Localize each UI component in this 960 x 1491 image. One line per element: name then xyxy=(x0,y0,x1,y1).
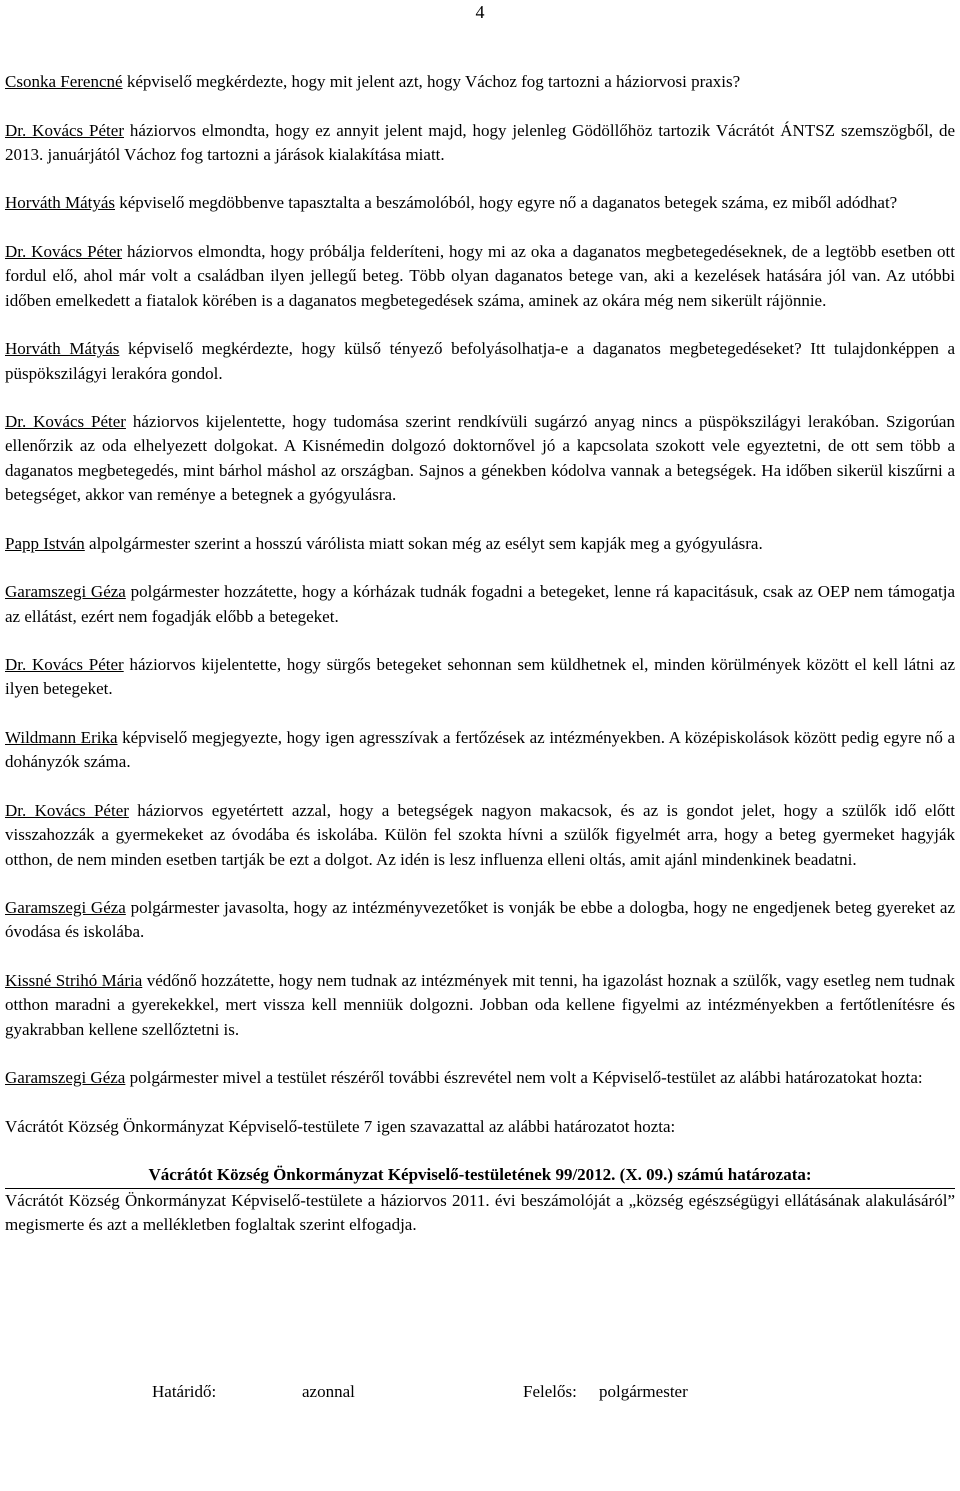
paragraph-2 xyxy=(5,119,955,168)
paragraph-5 xyxy=(5,337,955,386)
speaker-name: Dr. Kovács Péter xyxy=(5,800,129,820)
paragraph-text: háziorvos kijelentette, hogy sürgős betegeket sehonnan sem küldhetnek el, minden körülmények között el kell látni az ilyen betegeket. xyxy=(5,655,955,699)
paragraph-text: alpolgármester szerint a hosszú várólista miatt sokan még az esélyt sem kapják meg a gyógyulásra. xyxy=(84,533,763,553)
speaker-name: Dr. Kovács Péter xyxy=(5,655,124,675)
paragraph-text: képviselő megkérdezte, hogy mit jelent azt, hogy Váchoz fog tartozni a háziorvosi praxis? xyxy=(122,72,741,91)
paragraph-text: háziorvos elmondta, hogy ez annyit jelent majd, hogy jelenleg Gödöllőhöz tartozik Vácrátót ÁNTSZ szemszögből, de 2013. januárjától Váchoz fog tartozni a járások kialakítása miatt. xyxy=(5,120,955,164)
paragraph-text: polgármester javasolta, hogy az intézményvezetőket is vonják be ebbe a dologba, hogy ne engedjenek beteg gyereket az óvodása és iskolába. xyxy=(5,898,955,942)
paragraph-9 xyxy=(5,653,955,702)
paragraph-1 xyxy=(5,70,955,94)
resolution-text: Vácrátót Község Önkormányzat Képviselő-testülete a háziorvos 2011. évi beszámolóját a „község egészségügyi ellátásának alakulásáról” megismerte és azt a mellékletben foglaltak szerint elfogadja. xyxy=(5,1191,955,1235)
paragraph-text: képviselő megkérdezte, hogy külső tényező befolyásolhatja-e a daganatos megbetegedéseket? Itt tulajdonképpen a püspökszilágyi lerakóra gondol. xyxy=(5,339,955,383)
paragraph-text: képviselő megjegyezte, hogy igen agresszívak a fertőzések az intézményekben. A középiskolások között pedig egyre nő a dohányzók száma. xyxy=(5,728,955,772)
speaker-name: Dr. Kovács Péter xyxy=(5,412,126,432)
paragraph-text: háziorvos elmondta, hogy próbálja felderíteni, hogy mi az oka a daganatos megbetegedéseknek, de a legtöbb esetben ott fordul elő, ahol már volt a családban ilyen jellegű beteg. Több olyan daganatos betege van, aki a kezelések hatására jól van. Az utóbbi időben emelkedett a fiatalok körében is a daganatos megbetegedések száma, aminek az okára még nem sikerült rájönnie. xyxy=(5,242,955,310)
paragraph-text: háziorvos kijelentette, hogy tudomása szerint rendkívüli sugárzó anyag nincs a püspökszilágyi lerakóban. Szigorúan ellenőrzik az oda elhelyezett dolgokat. A Kisnémedin dolgozó doktornővel jó a kapcsolata szokott vele egyeztetni, de ott sem több a daganatos megbetegedés, mint bárhol máshol az országban. Sajnos a génekben kódolva vannak a betegségek. Ha időben sikerül kiszűrni a betegséget, akkor van reménye a betegnek a gyógyulásra. xyxy=(5,412,955,505)
deadline-label: Határidő: xyxy=(152,1382,217,1401)
speaker-name: Garamszegi Géza xyxy=(5,1068,126,1088)
deadline-value: azonnal xyxy=(302,1382,355,1401)
speaker-name: Garamszegi Géza xyxy=(5,898,126,918)
responsible-value: polgármester xyxy=(599,1382,688,1401)
vote-sentence: Vácrátót Község Önkormányzat Képviselő-testülete 7 igen szavazattal az alábbi határozatot hozta: xyxy=(5,1116,676,1136)
paragraph-8 xyxy=(5,580,955,629)
paragraph-text: háziorvos egyetértett azzal, hogy a betegségek nagyon makacsok, és az is gondot jelet, hogy a szülők idő előtt visszahozzák a gyermekeket az óvodába és iskolába. Külön fel szokta hívni a szülők figyelmét arra, hogy a beteg gyermeket hagyják otthon, de nem minden esetben tartják be ezt a dolgot. Az idén is lesz influenza elleni oltás, amit ajánl mindenkinek beadatni. xyxy=(5,800,955,869)
speaker-name: Garamszegi Géza xyxy=(5,582,126,602)
paragraph-7 xyxy=(5,532,955,556)
speaker-name: Horváth Mátyás xyxy=(5,339,120,359)
paragraph-text: képviselő megdöbbenve tapasztalta a beszámolóból, hogy egyre nő a daganatos betegek száma, ez miből adódhat? xyxy=(115,193,898,213)
speaker-name: Dr. Kovács Péter xyxy=(5,242,123,262)
paragraph-4 xyxy=(5,240,955,313)
paragraph-text: polgármester hozzátette, hogy a kórházak tudnák fogadni a betegeket, lenne rá kapacitásuk, csak az OEP nem támogatja az ellátást, ezért nem fogadják előbb a betegeket. xyxy=(5,582,955,626)
page-number: 4 xyxy=(475,2,485,22)
paragraph-12 xyxy=(5,896,955,945)
speaker-name: Kissné Strihó Mária xyxy=(5,970,143,990)
paragraph-11 xyxy=(5,799,955,872)
paragraph-3 xyxy=(5,191,955,215)
minutes-body xyxy=(5,70,955,1238)
speaker-name: Dr. Kovács Péter xyxy=(5,120,124,140)
speaker-name: Wildmann Erika xyxy=(5,728,118,748)
paragraph-6 xyxy=(5,410,955,507)
resolution-footer xyxy=(5,1381,955,1491)
paragraph-text: polgármester mivel a testület részéről további észrevétel nem volt a Képviselő-testület az alábbi határozatokat hozta: xyxy=(125,1068,923,1088)
speaker-name: Horváth Mátyás xyxy=(5,193,116,213)
responsible-label: Felelős: xyxy=(523,1382,577,1401)
resolution-title: Vácrátót Község Önkormányzat Képviselő-testületének 99/2012. (X. 09.) számú határozata: xyxy=(148,1165,812,1185)
paragraph-10 xyxy=(5,726,955,775)
paragraph-14 xyxy=(5,1066,955,1090)
paragraph-text: védőnő hozzátette, hogy nem tudnak az intézmények mit tenni, ha igazolást hoznak a szülők, vagy esetleg nem tudnak otthon maradni a gyerekekkel, mert vissza kell menniük dolgozni. Jobban oda kellene figyelmi az intézményekben a fertőtlenítésre és gyakrabban kellene szellőztetni is. xyxy=(5,970,955,1039)
paragraph-13 xyxy=(5,969,955,1042)
speaker-name: Papp István xyxy=(5,533,85,553)
speaker-name: Csonka Ferencné xyxy=(5,72,123,91)
